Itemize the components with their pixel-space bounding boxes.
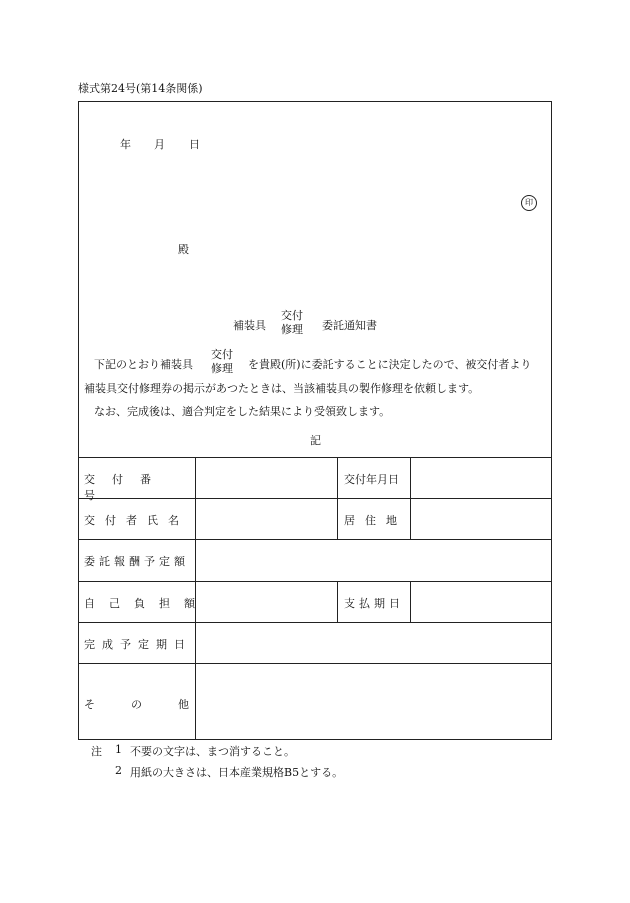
title-suffix: 委託通知書: [322, 319, 377, 332]
body-line2: 補装具交付修理券の掲示があつたときは、当該補装具の製作修理を依頼します。: [84, 382, 480, 395]
table-col-right-divider-2: [410, 581, 411, 622]
table-line-top: [78, 457, 552, 458]
date-year: 年: [120, 138, 131, 151]
form-title: 様式第24号(第14条関係): [78, 82, 203, 95]
table-line-6: [78, 663, 552, 664]
note-2-number: 2: [115, 764, 122, 777]
label-recipient-name: [84, 512, 190, 528]
body-option-stack: [211, 348, 233, 376]
table-line-3: [78, 539, 552, 540]
body-line1-a: 下記のとおり補装具: [94, 358, 193, 371]
table-col-mid-divider-2: [337, 581, 338, 622]
label-commission-fee: 委託報酬予定額: [84, 555, 189, 568]
label-payment-date: 支払期日: [344, 597, 404, 610]
table-line-5: [78, 622, 552, 623]
label-address: 居住地: [344, 514, 407, 527]
table-col-right-divider-1: [410, 457, 411, 539]
label-issue-date: 交付年月日: [344, 473, 399, 486]
body-line3: なお、完成後は、適合判定をした結果により受領致します。: [94, 405, 391, 418]
table-col-mid-divider-1: [337, 457, 338, 539]
date-day: 日: [189, 138, 200, 151]
body-option-issue: 交付: [211, 348, 233, 361]
title-option-repair: 修理: [281, 323, 303, 336]
date-month: 月: [154, 138, 165, 151]
table-line-4: [78, 581, 552, 582]
label-self-pay: 自己負担額: [84, 597, 209, 610]
ki-mark: 記: [310, 434, 321, 447]
seal-mark: 印: [521, 195, 537, 211]
label-completion-date: 完成予定期日: [84, 638, 192, 651]
body-line1-b: を貴殿(所)に委託することに決定したので、被交付者より: [248, 358, 532, 371]
note-2-text: 用紙の大きさは、日本産業規格B5とする。: [130, 766, 344, 779]
label-other: その他: [84, 698, 225, 711]
addressee-suffix: 殿: [178, 243, 189, 256]
title-option-stack: [281, 309, 303, 337]
body-option-repair: 修理: [211, 362, 233, 375]
label-issue-number-text: 交付番号: [84, 473, 168, 502]
note-1-number: 1: [115, 743, 122, 756]
title-prefix: 補装具: [233, 319, 266, 332]
note-1-text: 不要の文字は、まつ消すること。: [130, 745, 295, 758]
label-issue-number: [84, 471, 190, 503]
title-option-issue: 交付: [281, 309, 303, 322]
label-recipient-name-text: 交付者氏名: [84, 514, 189, 527]
note-prefix: 注: [91, 745, 102, 758]
